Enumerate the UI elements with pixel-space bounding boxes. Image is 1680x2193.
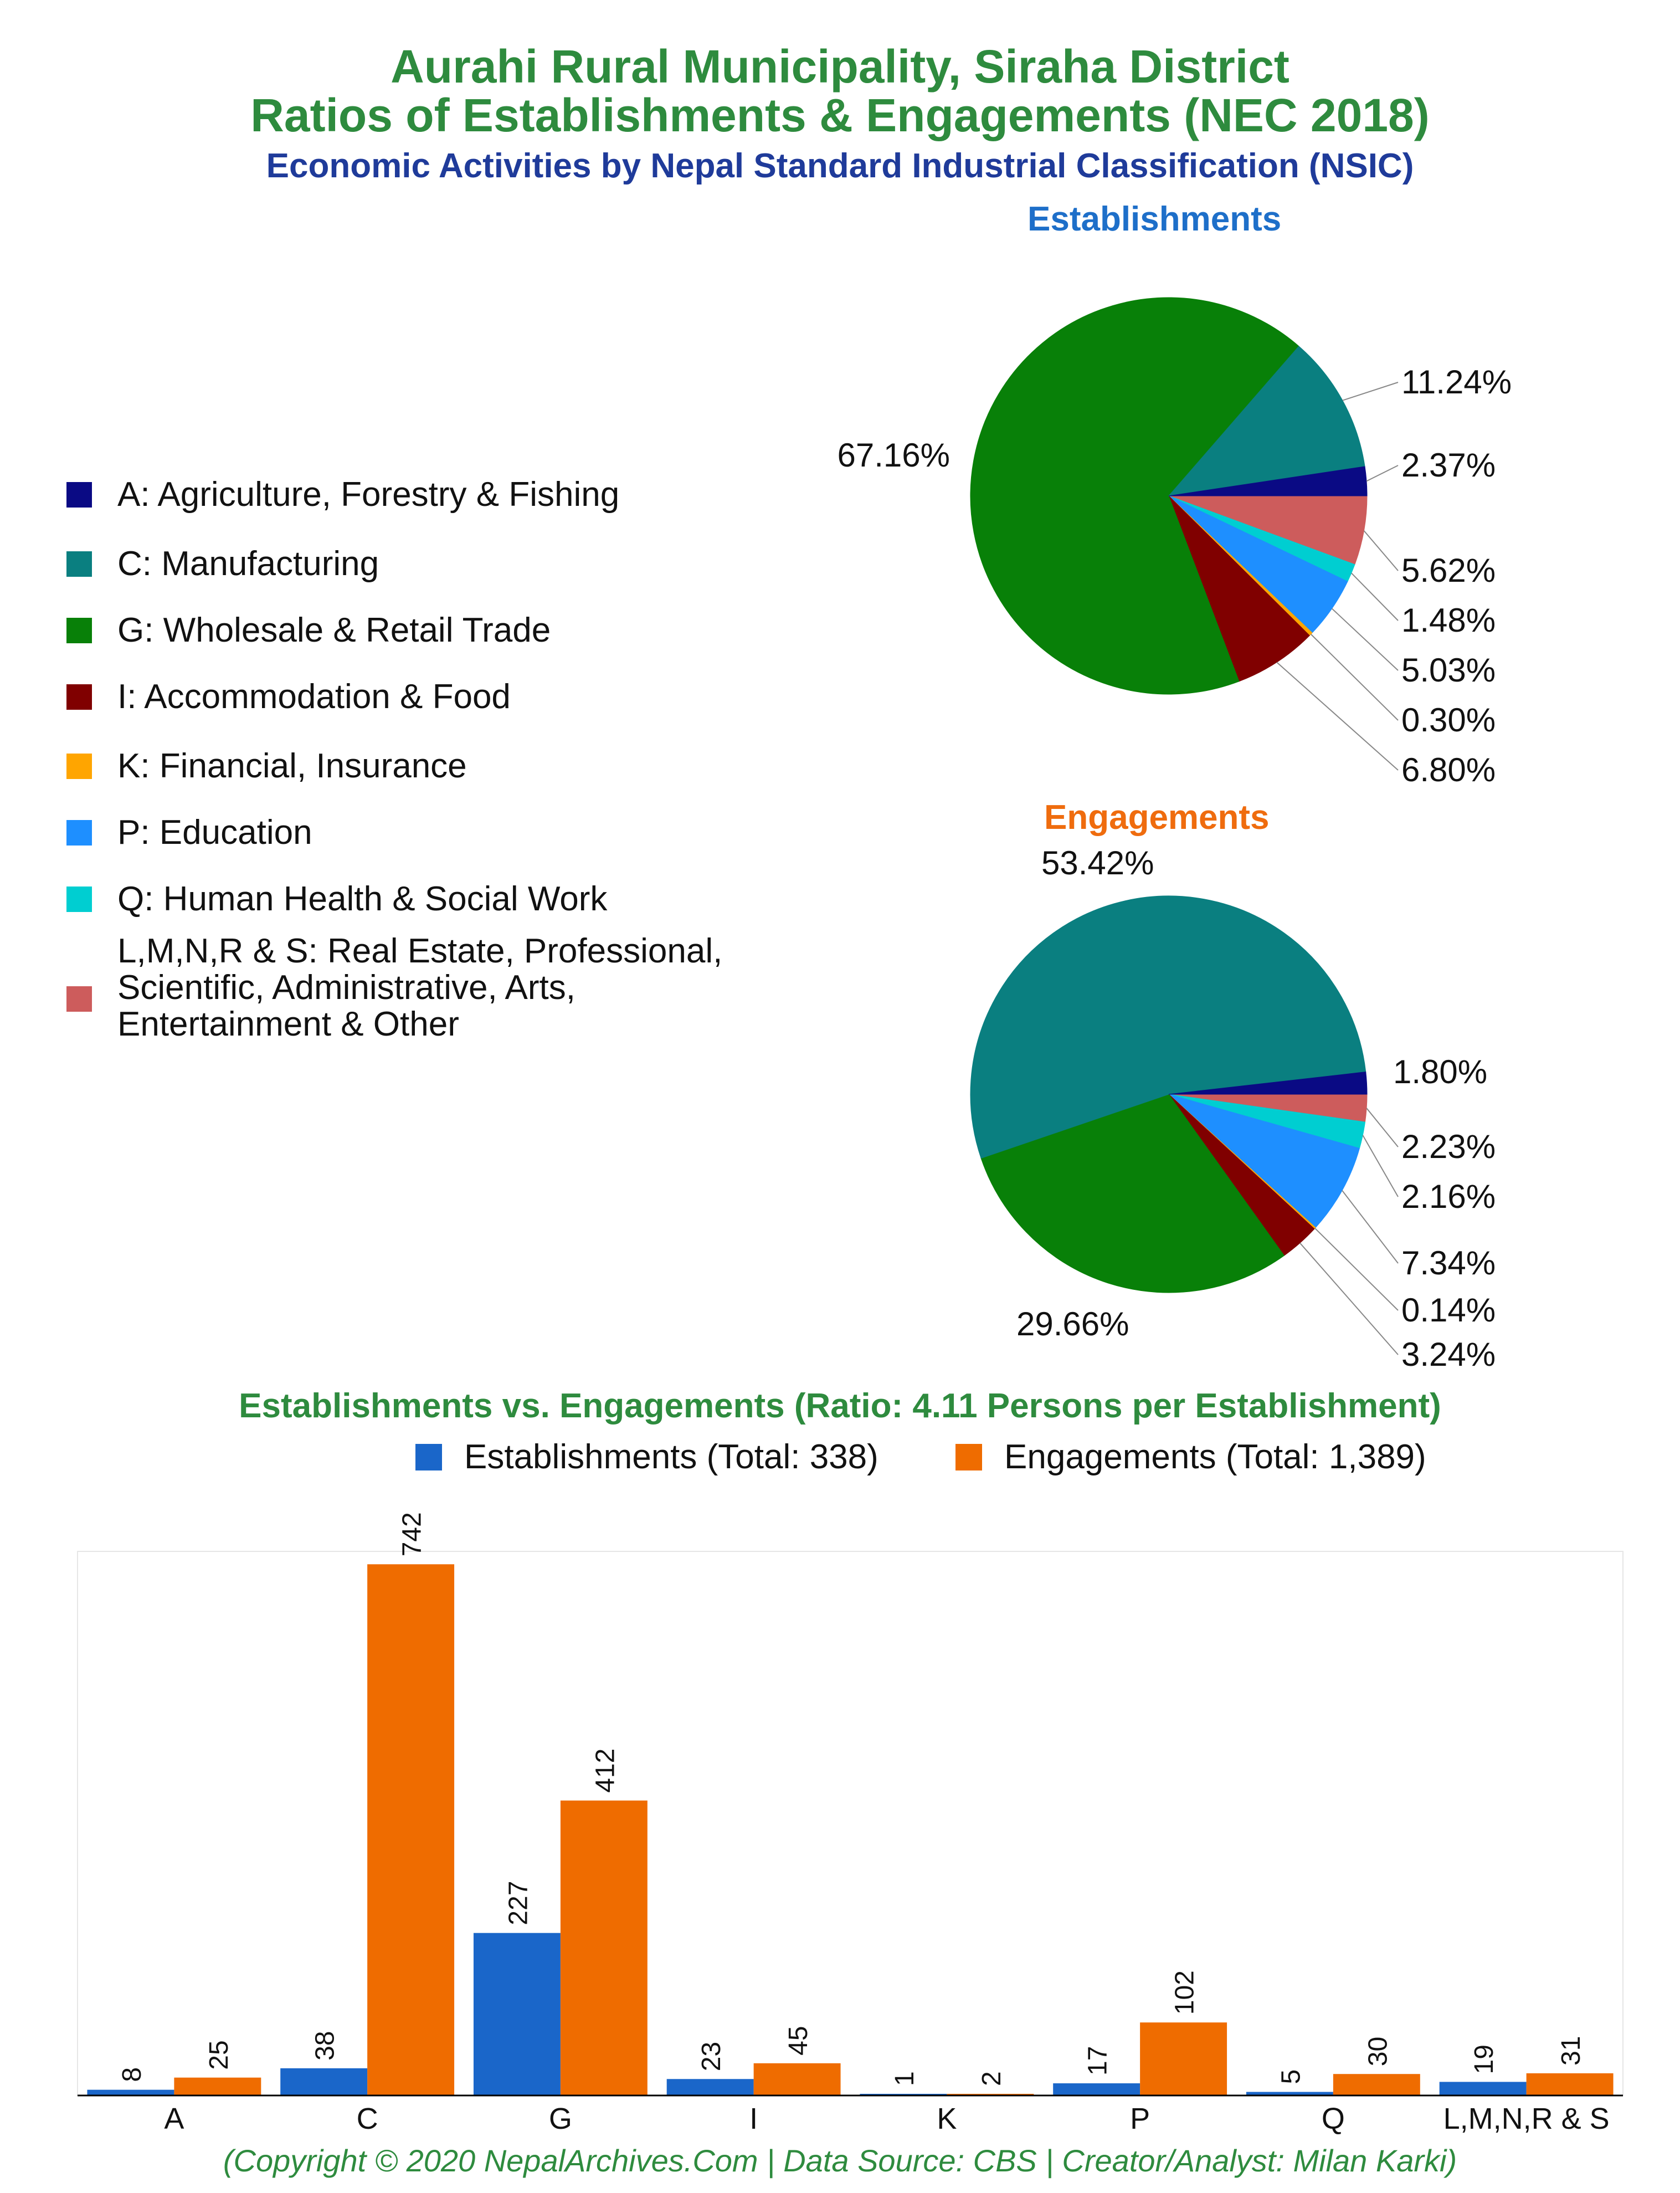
pie-data-label: 67.16% xyxy=(837,437,950,474)
establishments-pie-title: Establishments xyxy=(1027,200,1282,238)
chart-title-line1: Aurahi Rural Municipality, Siraha District xyxy=(391,40,1289,93)
x-tick-label: K xyxy=(937,2102,957,2135)
pie-data-label: 5.62% xyxy=(1401,552,1496,589)
legend-label: P: Education xyxy=(117,813,312,852)
x-tick-label: L,M,N,R & S xyxy=(1443,2102,1610,2135)
pie-leader-line xyxy=(1311,634,1398,720)
legend-swatch-engagements xyxy=(955,1444,982,1470)
pie-leader-line xyxy=(1342,1191,1398,1263)
pie-data-label: 0.14% xyxy=(1401,1292,1496,1329)
bar-establishments-Q xyxy=(1246,2092,1333,2095)
bar-chart-title: Establishments vs. Engagements (Ratio: 4.11 Persons per Establishment) xyxy=(239,1387,1441,1425)
bar-data-label: 23 xyxy=(697,2041,727,2072)
bar-engagements-G xyxy=(561,1801,648,2095)
pie-leader-line xyxy=(1300,1243,1398,1355)
bar-data-label: 25 xyxy=(204,2040,234,2070)
chart-subtitle: Economic Activities by Nepal Standard Industrial Classification (NSIC) xyxy=(266,147,1414,185)
bar-establishments-A xyxy=(87,2090,174,2095)
pie-data-label: 29.66% xyxy=(1016,1305,1129,1343)
x-tick-label: P xyxy=(1130,2102,1150,2135)
pie-data-label: 11.24% xyxy=(1401,363,1512,401)
pie-data-label: 53.42% xyxy=(1041,844,1154,882)
legend-label: L,M,N,R & S: Real Estate, Professional, Scientific, Administrative, Arts, Entertainment & Other xyxy=(117,932,723,1043)
pie-data-label: 7.34% xyxy=(1401,1244,1496,1282)
engagements-pie xyxy=(970,844,1496,1369)
bar-establishments-K xyxy=(860,2094,947,2095)
pie-data-label: 2.16% xyxy=(1401,1178,1496,1215)
legend-label: A: Agriculture, Forestry & Fishing xyxy=(117,475,620,514)
pie-data-label: 2.37% xyxy=(1401,447,1496,484)
bar-data-label: 412 xyxy=(590,1748,620,1793)
x-tick-label: I xyxy=(749,2102,758,2135)
plot-area xyxy=(78,1551,1623,2095)
legend-label: G: Wholesale & Retail Trade xyxy=(117,611,551,649)
pie-leader-line xyxy=(1343,382,1398,401)
x-tick-label: G xyxy=(548,2102,572,2135)
bar-data-label: 31 xyxy=(1556,2036,1586,2066)
establishments-pie xyxy=(838,298,1512,788)
bar-data-label: 45 xyxy=(784,2026,814,2056)
bar-establishments-L,M,N,R & S xyxy=(1440,2082,1527,2095)
bar-engagements-P xyxy=(1140,2022,1227,2095)
chart-title-line2: Ratios of Establishments & Engagements (NEC 2018) xyxy=(250,89,1430,141)
legend-swatch-establishments xyxy=(415,1444,442,1470)
legend-label: Q: Human Health & Social Work xyxy=(117,880,608,918)
pie-data-label: 1.48% xyxy=(1401,602,1496,639)
pie-leader-line xyxy=(1315,1228,1398,1310)
bar-data-label: 19 xyxy=(1470,2045,1499,2074)
legend-label: C: Manufacturing xyxy=(117,545,379,583)
pie-leader-line xyxy=(1364,531,1398,571)
bar-data-label: 38 xyxy=(310,2031,340,2061)
copyright-footer: (Copyright © 2020 NepalArchives.Com | Data Source: CBS | Creator/Analyst: Milan Karki) xyxy=(223,2143,1457,2178)
pie-data-label: 0.30% xyxy=(1401,701,1496,739)
bar-establishments-G xyxy=(474,1933,561,2095)
engagements-pie-title: Engagements xyxy=(1044,798,1270,837)
pie-leader-line xyxy=(1366,1108,1398,1147)
bar-establishments-I xyxy=(667,2079,754,2095)
bar-data-label: 30 xyxy=(1363,2036,1393,2067)
pie-data-label: 6.80% xyxy=(1401,751,1496,788)
bar-engagements-K xyxy=(947,2094,1034,2095)
bar-data-label: 227 xyxy=(504,1881,533,1925)
pie-leader-line xyxy=(1366,465,1398,481)
pie-data-label: 3.24% xyxy=(1401,1336,1496,1369)
pie-leader-line xyxy=(1352,573,1398,621)
pie-data-label: 5.03% xyxy=(1401,652,1496,689)
legend-label-establishments: Establishments (Total: 338) xyxy=(464,1438,878,1476)
x-tick-label: A xyxy=(164,2102,184,2135)
bar-engagements-L,M,N,R & S xyxy=(1527,2073,1614,2095)
bar-data-label: 8 xyxy=(117,2067,147,2082)
bar-data-label: 2 xyxy=(977,2071,1006,2086)
x-tick-label: Q xyxy=(1321,2102,1345,2135)
legend-label: I: Accommodation & Food xyxy=(117,678,511,716)
legend-label-engagements: Engagements (Total: 1,389) xyxy=(1004,1438,1426,1476)
bar-plot xyxy=(78,1512,1623,2135)
pie-leader-line xyxy=(1277,662,1398,770)
bar-engagements-I xyxy=(754,2063,841,2095)
pie-leader-line xyxy=(1332,608,1398,670)
bar-data-label: 742 xyxy=(397,1512,427,1557)
pie-data-label: 2.23% xyxy=(1401,1128,1496,1165)
legend-label: K: Financial, Insurance xyxy=(117,747,467,785)
bar-data-label: 1 xyxy=(890,2071,919,2086)
bar-data-label: 5 xyxy=(1276,2069,1306,2084)
bar-establishments-C xyxy=(280,2068,367,2095)
bar-establishments-P xyxy=(1053,2083,1140,2095)
bar-engagements-C xyxy=(367,1564,454,2095)
bar-data-label: 17 xyxy=(1083,2046,1113,2076)
bar-engagements-A xyxy=(174,2078,261,2095)
pie-leader-line xyxy=(1363,1135,1398,1197)
bar-data-label: 102 xyxy=(1170,1970,1200,2015)
pie-data-label: 1.80% xyxy=(1393,1053,1488,1090)
bar-engagements-Q xyxy=(1333,2074,1420,2095)
x-tick-label: C xyxy=(356,2102,378,2135)
